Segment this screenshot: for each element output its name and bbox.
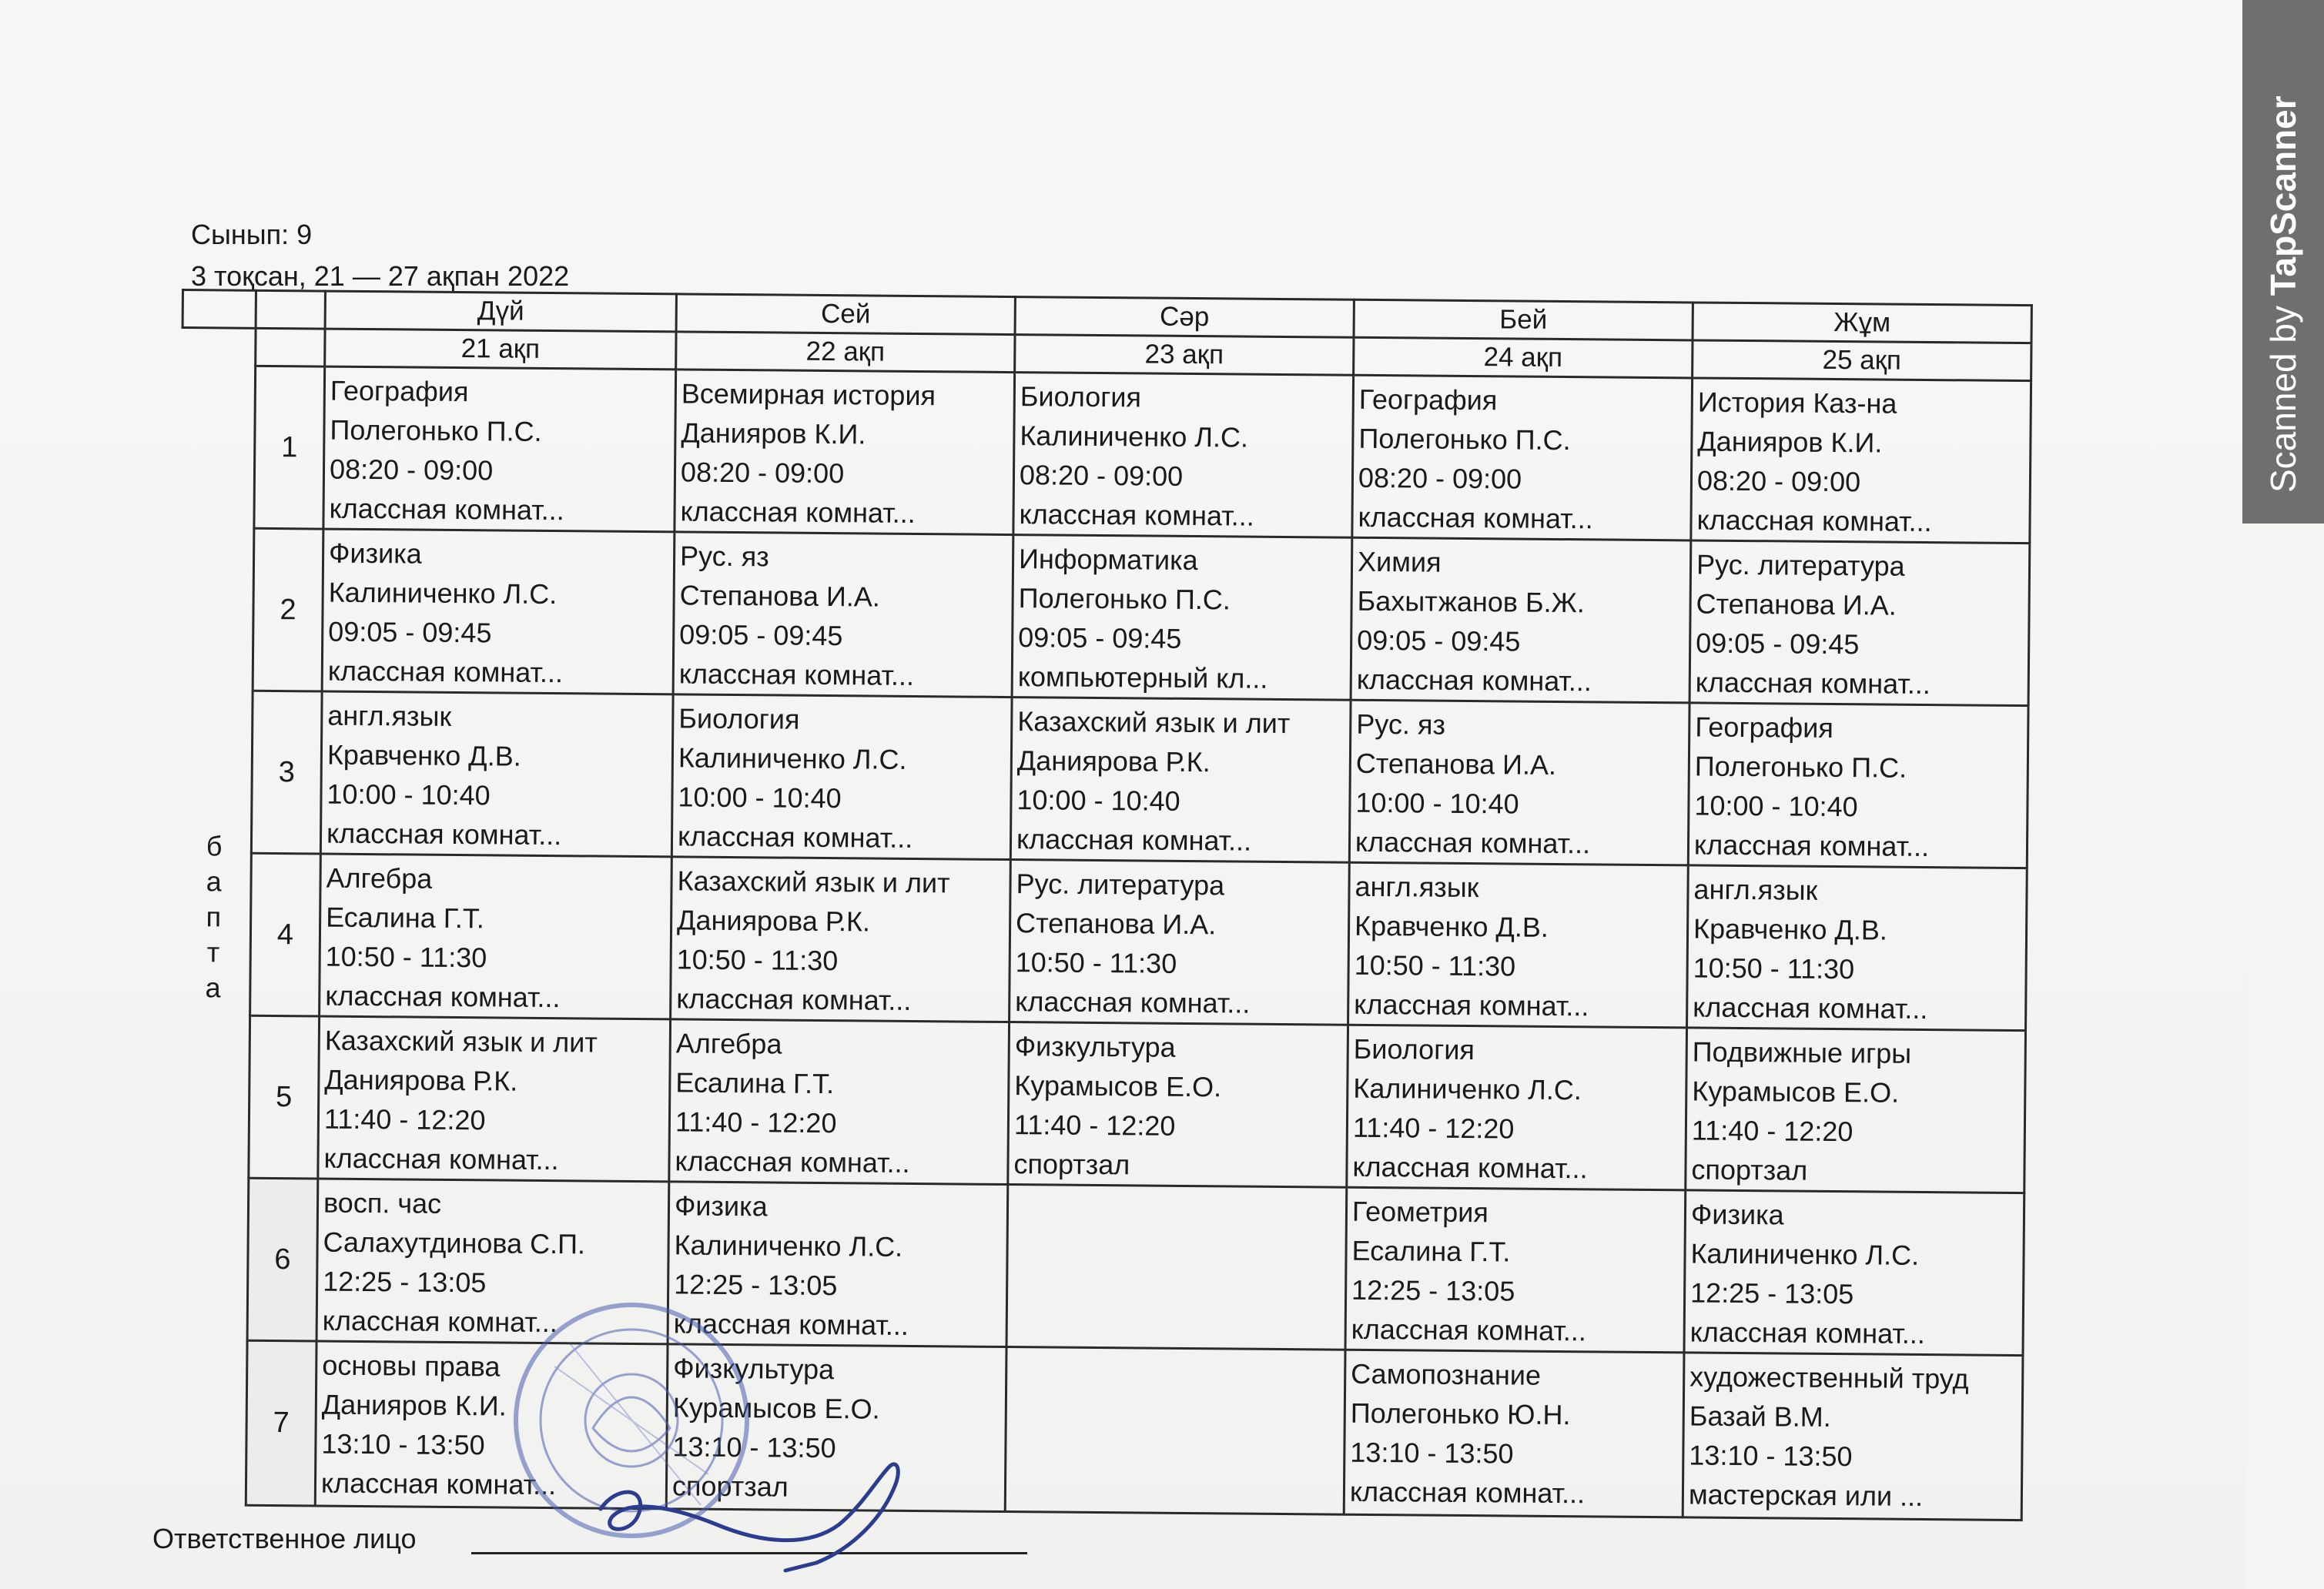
lesson-teacher: Есалина Г.Т. xyxy=(1351,1234,1511,1268)
lesson-teacher: Салахутдинова С.П. xyxy=(323,1226,586,1260)
lesson-row xyxy=(176,1015,2026,1193)
lesson-teacher: Базай В.М. xyxy=(1689,1400,1831,1433)
lesson-teacher: Степанова И.А. xyxy=(1355,747,1557,781)
lesson-teacher: Даниярова Р.К. xyxy=(324,1063,518,1097)
lesson-subject: Биология xyxy=(1353,1032,1475,1066)
lesson-cell xyxy=(671,857,1011,1022)
lesson-time: 10:00 - 10:40 xyxy=(1355,786,1519,820)
lesson-cell xyxy=(1684,1190,2024,1356)
lesson-time: 12:25 - 13:05 xyxy=(1351,1273,1515,1307)
lesson-teacher: Есалина Г.Т. xyxy=(675,1066,835,1100)
lesson-room xyxy=(1012,1351,1344,1354)
lesson-subject: Казахский язык и лит xyxy=(677,865,950,899)
lesson-number: 3 xyxy=(251,691,322,854)
lesson-subject: Алгебра xyxy=(326,861,433,895)
schedule-table xyxy=(172,289,2033,1521)
lesson-teacher: Калиниченко Л.С. xyxy=(674,1229,903,1263)
lesson-cell xyxy=(1344,1350,1684,1517)
scanner-watermark xyxy=(2262,95,2304,493)
lesson-time: 13:10 - 13:50 xyxy=(672,1430,836,1464)
lesson-subject xyxy=(1013,1189,1345,1192)
lesson-subject xyxy=(1012,1351,1344,1354)
lesson-teacher: Кравченко Д.В. xyxy=(326,738,521,772)
lesson-subject: основы права xyxy=(322,1349,501,1383)
lesson-subject: Самопознание xyxy=(1351,1357,1542,1391)
week-letter: а xyxy=(206,865,222,898)
lesson-time: 12:25 - 13:05 xyxy=(674,1268,838,1302)
lesson-time: 13:10 - 13:50 xyxy=(1350,1436,1514,1470)
corner-cell-3 xyxy=(256,328,325,366)
lesson-room: классная комнат... xyxy=(323,1142,559,1176)
lesson-cell xyxy=(675,370,1015,535)
lesson-room: классная комнат... xyxy=(677,820,913,854)
lesson-subject: Химия xyxy=(1357,545,1442,578)
corner-cell xyxy=(183,290,256,329)
lesson-time: 11:40 - 12:20 xyxy=(1691,1114,1854,1148)
lesson-room: спортзал xyxy=(1691,1153,1808,1186)
lesson-cell xyxy=(1012,535,1352,701)
lesson-subject: Всемирная история xyxy=(681,377,936,412)
lesson-cell xyxy=(318,1016,671,1182)
lesson-cell xyxy=(1351,537,1691,703)
lesson-room: спортзал xyxy=(671,1470,789,1503)
lesson-subject: англ.язык xyxy=(1693,873,1818,906)
lesson-time: 08:20 - 09:00 xyxy=(1019,459,1184,492)
schedule-sheet xyxy=(172,289,2033,1521)
lesson-room: классная комнат... xyxy=(1358,500,1593,535)
lesson-room: классная комнат... xyxy=(320,1467,557,1501)
lesson-cell xyxy=(1005,1347,1345,1515)
lesson-time: 10:50 - 11:30 xyxy=(1693,952,1855,985)
lesson-cell xyxy=(1683,1353,2023,1520)
lesson-teacher: Калиниченко Л.С. xyxy=(1020,420,1249,453)
lesson-number: 1 xyxy=(254,366,325,529)
lesson-subject: Геометрия xyxy=(1351,1195,1489,1229)
lesson-cell xyxy=(323,366,676,532)
lesson-teacher xyxy=(1012,1351,1344,1354)
lesson-subject: Алгебра xyxy=(675,1027,782,1060)
lesson-room: классная комнат... xyxy=(325,979,561,1014)
lesson-room: классная комнат... xyxy=(322,1304,558,1339)
lesson-row xyxy=(177,852,2028,1030)
lesson-subject: История Каз-на xyxy=(1697,386,1897,420)
lesson-teacher: Курамысов Е.О. xyxy=(1692,1075,1900,1109)
lesson-time: 11:40 - 12:20 xyxy=(1013,1109,1176,1142)
lesson-cell xyxy=(1348,862,1689,1028)
lesson-time: 09:05 - 09:45 xyxy=(1018,621,1182,654)
lesson-teacher: Калиниченко Л.С. xyxy=(1353,1072,1582,1106)
lesson-time: 11:40 - 12:20 xyxy=(675,1106,837,1139)
week-letter: б xyxy=(206,830,223,862)
lesson-teacher: Курамысов Е.О. xyxy=(672,1391,880,1425)
week-letter: а xyxy=(205,972,221,1004)
lesson-subject: англ.язык xyxy=(1355,870,1479,904)
lesson-subject: Биология xyxy=(678,702,800,735)
lesson-room: классная комнат... xyxy=(1356,663,1592,697)
lesson-cell xyxy=(1010,697,1351,863)
lesson-teacher: Даниярова Р.К. xyxy=(1016,744,1211,778)
handwritten-signature xyxy=(585,1455,924,1578)
day-name: Бей xyxy=(1354,299,1693,340)
lesson-cell xyxy=(1006,1185,1347,1350)
lesson-teacher: Калиниченко Л.С. xyxy=(678,741,907,775)
lesson-time: 10:50 - 11:30 xyxy=(1015,946,1177,979)
lesson-number: 4 xyxy=(250,853,321,1016)
lesson-time: 09:05 - 09:45 xyxy=(679,618,843,652)
lesson-room: классная комнат... xyxy=(1352,1150,1588,1185)
lesson-teacher: Степанова И.А. xyxy=(1696,587,1897,621)
lesson-time: 10:00 - 10:40 xyxy=(326,778,491,811)
lesson-room: спортзал xyxy=(1013,1148,1130,1181)
responsible-person-label: Ответственное лицо xyxy=(152,1523,417,1554)
lesson-subject: География xyxy=(1358,383,1498,416)
lesson-time: 08:20 - 09:00 xyxy=(1358,461,1522,495)
lesson-teacher: Степанова И.А. xyxy=(1015,907,1217,941)
lesson-teacher: Полегонько П.С. xyxy=(1358,422,1571,457)
lesson-teacher: Калиниченко Л.С. xyxy=(328,576,558,611)
lesson-subject: Физкультура xyxy=(673,1352,835,1386)
watermark-brand: TapScanner xyxy=(2263,95,2303,296)
lesson-number: 6 xyxy=(247,1178,318,1341)
lesson-room: классная комнат... xyxy=(1351,1313,1587,1347)
lesson-row xyxy=(174,1177,2024,1355)
lesson-room: классная комнат... xyxy=(675,1145,910,1179)
lesson-time: 12:25 - 13:05 xyxy=(323,1265,487,1299)
lesson-time: 10:00 - 10:40 xyxy=(678,781,842,815)
lesson-cell xyxy=(1347,1025,1687,1190)
lesson-time: 10:50 - 11:30 xyxy=(325,940,487,974)
day-date: 23 ақп xyxy=(1015,335,1354,376)
lesson-time: 09:05 - 09:45 xyxy=(328,615,492,649)
lesson-subject: География xyxy=(330,374,469,408)
lesson-teacher: Курамысов Е.О. xyxy=(1014,1069,1222,1103)
lesson-cell xyxy=(1013,373,1354,538)
lesson-number: 5 xyxy=(249,1015,320,1179)
lesson-row xyxy=(178,690,2028,868)
week-letter: т xyxy=(206,936,220,968)
lesson-teacher: Данияров К.И. xyxy=(321,1388,507,1422)
lesson-room: классная комнат... xyxy=(327,654,564,689)
lesson-teacher: Кравченко Д.В. xyxy=(1354,909,1549,943)
lesson-time: 08:20 - 09:00 xyxy=(329,453,494,487)
lesson-cell xyxy=(322,529,675,694)
lesson-subject: Казахский язык и лит xyxy=(1017,705,1291,740)
lesson-row xyxy=(181,366,2031,544)
lesson-subject: Казахский язык и лит xyxy=(324,1024,598,1059)
lesson-subject: англ.язык xyxy=(327,699,452,732)
lesson-room: классная комнат... xyxy=(1015,985,1251,1019)
lesson-time: 10:50 - 11:30 xyxy=(1354,948,1516,982)
lesson-time: 09:05 - 09:45 xyxy=(1696,627,1860,661)
lesson-subject: Информатика xyxy=(1018,543,1198,577)
lesson-room: классная комнат... xyxy=(1693,828,1930,863)
lesson-room: классная комнат... xyxy=(1016,823,1252,857)
lesson-cell xyxy=(320,854,672,1019)
day-name: Дүй xyxy=(325,291,676,332)
lesson-room: мастерская или ... xyxy=(1688,1478,1924,1512)
lesson-room: классная комнат... xyxy=(1696,503,1932,538)
lesson-subject: Физика xyxy=(674,1189,768,1223)
lesson-time xyxy=(1013,1189,1345,1192)
lesson-cell xyxy=(1010,860,1350,1025)
lesson-room: классная комнат... xyxy=(1689,1316,1926,1350)
lesson-teacher: Полегонько П.С. xyxy=(1694,750,1907,784)
lesson-time: 13:10 - 13:50 xyxy=(1689,1439,1853,1473)
day-name: Сәр xyxy=(1015,297,1354,338)
lesson-cell xyxy=(1686,1028,2026,1193)
lesson-teacher: Даниярова Р.К. xyxy=(676,904,871,938)
lesson-cell xyxy=(1345,1187,1686,1353)
lesson-teacher: Кравченко Д.В. xyxy=(1693,912,1888,946)
lesson-room: классная комнат... xyxy=(676,982,912,1016)
period-label: 3 тоқсан, 21 — 27 ақпан 2022 xyxy=(191,260,570,292)
lesson-time: 08:20 - 09:00 xyxy=(680,456,845,490)
lesson-teacher: Есалина Г.Т. xyxy=(325,901,485,935)
lesson-room: классная комнат... xyxy=(329,492,564,527)
lesson-room: классная комнат... xyxy=(1349,1475,1586,1510)
lesson-room: классная комнат... xyxy=(1355,825,1591,860)
lesson-room: классная комнат... xyxy=(1695,666,1931,701)
lesson-teacher xyxy=(1013,1189,1345,1192)
lesson-teacher: Полегонько П.С. xyxy=(1018,582,1231,616)
lesson-room: классная комнат... xyxy=(1693,991,1928,1025)
lesson-room: классная комнат... xyxy=(673,1307,909,1341)
lesson-teacher: Калиниченко Л.С. xyxy=(1690,1237,1920,1271)
lesson-room: классная комнат... xyxy=(1019,498,1254,532)
lesson-time: 08:20 - 09:00 xyxy=(1696,464,1861,498)
lesson-subject: География xyxy=(1695,711,1833,744)
lesson-cell xyxy=(1688,703,2028,868)
lesson-subject: Физика xyxy=(1690,1198,1784,1231)
lesson-cell xyxy=(1352,375,1693,540)
lesson-subject: Подвижные игры xyxy=(1692,1035,1912,1069)
lesson-teacher: Данияров К.И. xyxy=(1697,425,1883,459)
lesson-cell xyxy=(1008,1022,1348,1188)
lesson-time: 11:40 - 12:20 xyxy=(323,1102,486,1136)
lesson-teacher: Степанова И.А. xyxy=(679,579,881,613)
lesson-row xyxy=(172,1340,2023,1520)
lesson-cell xyxy=(671,694,1012,860)
lesson-subject: Рус. литература xyxy=(1696,548,1905,582)
lesson-subject: Физика xyxy=(328,537,422,570)
corner-cell-2 xyxy=(256,290,325,329)
lesson-subject: Биология xyxy=(1020,380,1142,413)
lesson-subject: художественный труд xyxy=(1689,1360,1969,1395)
day-date: 24 ақп xyxy=(1354,337,1693,378)
lesson-time: 13:10 - 13:50 xyxy=(321,1427,485,1461)
lesson-room: классная комнат... xyxy=(1354,988,1589,1022)
lesson-teacher: Полегонько Ю.Н. xyxy=(1350,1397,1571,1431)
lesson-subject: Рус. литература xyxy=(1016,868,1225,902)
lesson-cell xyxy=(673,532,1013,697)
day-date: 21 ақп xyxy=(325,329,676,370)
day-name: Сей xyxy=(676,294,1015,335)
lesson-room: классная комнат... xyxy=(678,657,915,691)
lesson-teacher: Бахытжанов Б.Ж. xyxy=(1357,584,1586,619)
lesson-cell xyxy=(669,1019,1010,1185)
lesson-room: классная комнат... xyxy=(680,495,916,529)
lesson-time: 10:00 - 10:40 xyxy=(1016,784,1180,817)
lesson-time: 10:00 - 10:40 xyxy=(1694,789,1858,823)
lesson-time xyxy=(1012,1351,1344,1354)
watermark-prefix: Scanned by xyxy=(2263,296,2303,493)
lesson-room: компьютерный кл... xyxy=(1017,661,1268,694)
lesson-subject: Рус. яз xyxy=(679,540,769,573)
lesson-number: 7 xyxy=(246,1340,316,1506)
day-date: 25 ақп xyxy=(1693,340,2031,381)
lesson-cell xyxy=(1687,865,2028,1031)
lesson-time: 12:25 - 13:05 xyxy=(1689,1276,1854,1310)
lesson-subject: Физкультура xyxy=(1014,1030,1176,1063)
lesson-time: 09:05 - 09:45 xyxy=(1357,624,1521,657)
lesson-teacher: Полегонько П.С. xyxy=(330,413,542,447)
lesson-subject: Рус. яз xyxy=(1356,708,1446,741)
lesson-cell xyxy=(1349,700,1689,865)
lesson-room: классная комнат... xyxy=(326,817,562,851)
lesson-cell xyxy=(320,691,673,857)
lesson-number: 2 xyxy=(253,528,323,691)
lesson-time: 11:40 - 12:20 xyxy=(1352,1111,1515,1145)
week-letter: п xyxy=(206,901,222,933)
grade-label: Сынып: 9 xyxy=(191,219,313,250)
lesson-subject: восп. час xyxy=(323,1186,442,1219)
lesson-teacher: Данияров К.И. xyxy=(681,416,866,450)
lesson-room xyxy=(1013,1189,1345,1192)
lesson-cell xyxy=(1689,540,2030,706)
lesson-cell xyxy=(1691,378,2031,544)
week-label-cell xyxy=(172,328,256,1506)
lesson-time: 10:50 - 11:30 xyxy=(676,943,839,977)
day-date: 22 ақп xyxy=(676,332,1015,373)
lesson-row xyxy=(179,528,2030,706)
day-name: Жұм xyxy=(1693,303,2031,343)
